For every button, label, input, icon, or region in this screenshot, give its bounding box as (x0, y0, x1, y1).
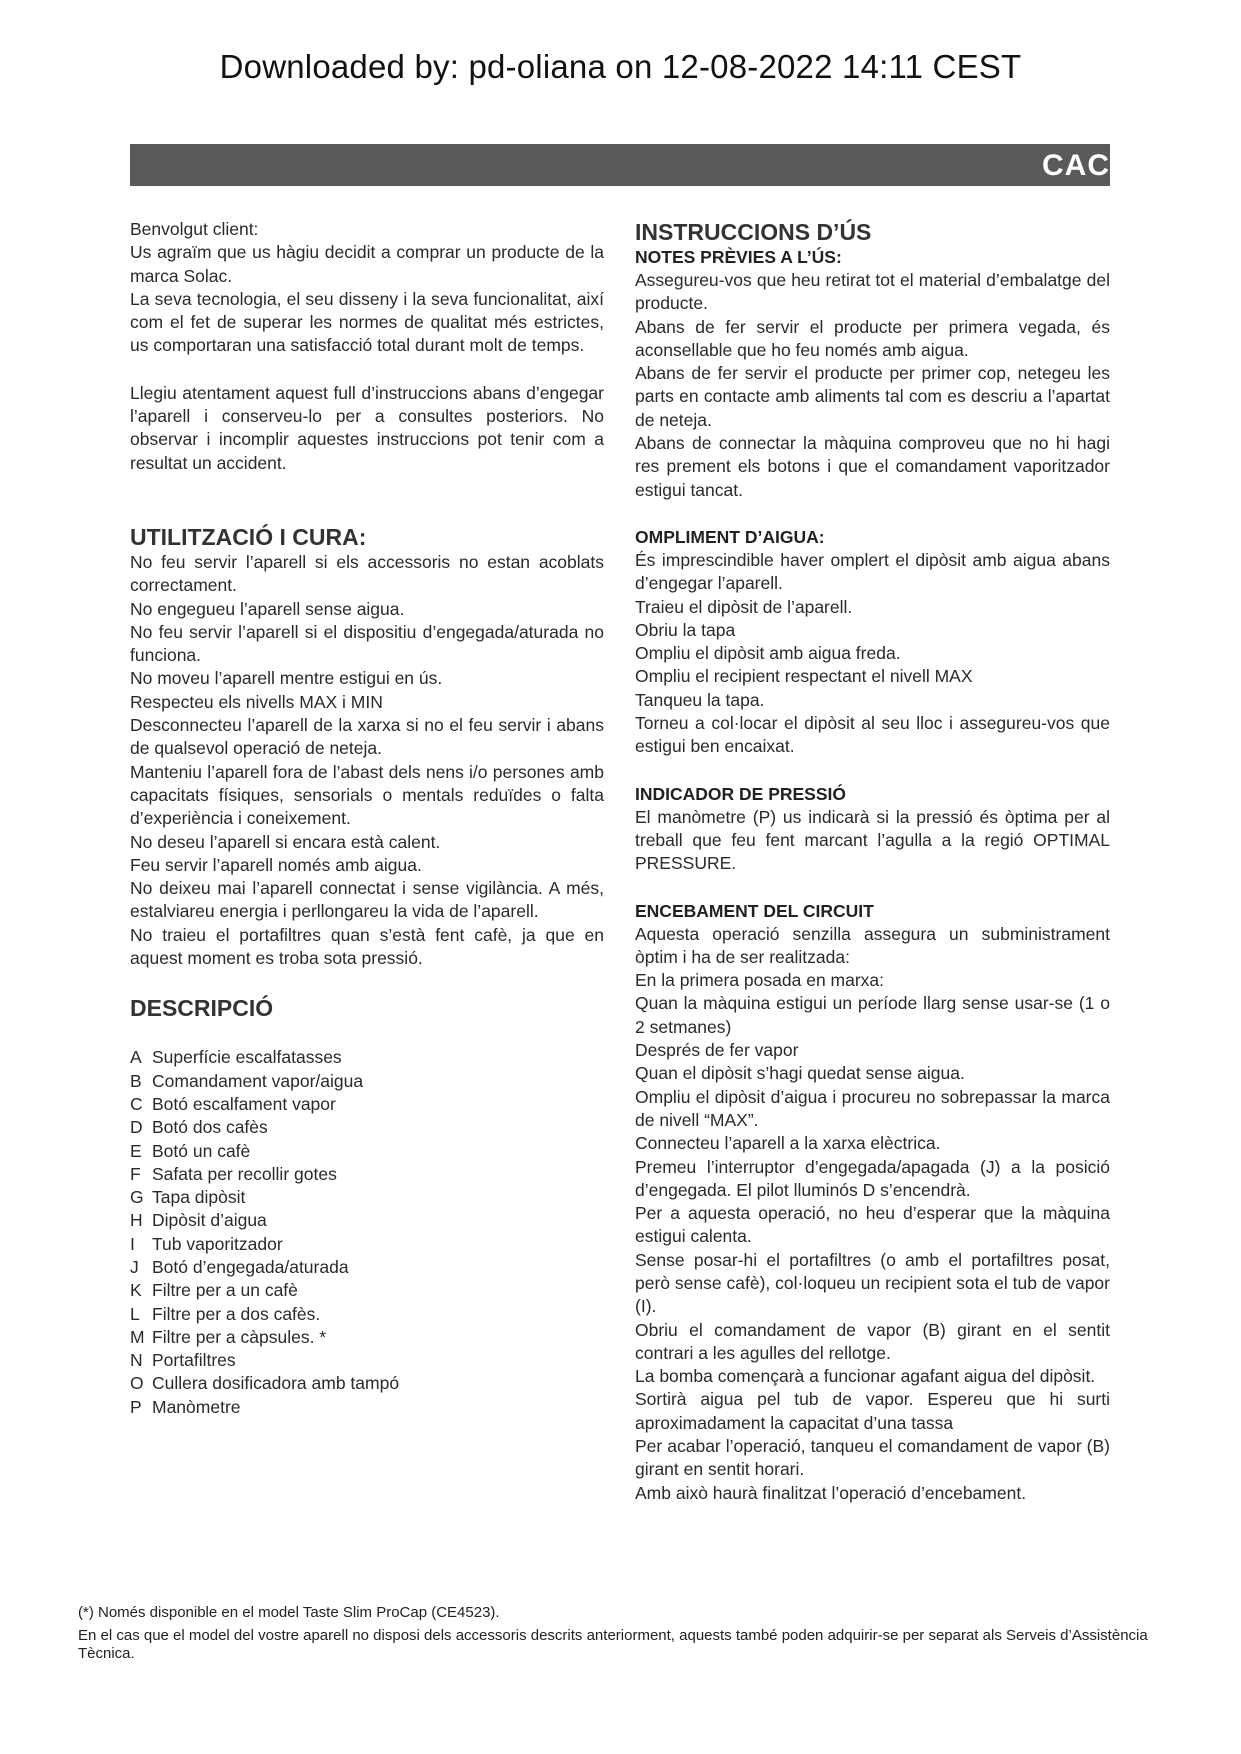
priming-item: Quan el dipòsit s’hagi quedat sense aigua. (635, 1063, 965, 1084)
download-watermark: Downloaded by: pd-oliana on 12-08-2022 14:11 CEST (219, 48, 1022, 85)
water-item: Torneu a col·locar el dipòsit al seu lloc i assegureu-vos que estigui ben encaixat. (635, 713, 1110, 757)
part-item (130, 1093, 604, 1116)
part-letter: A (130, 1047, 142, 1068)
priming-item: Connecteu l’aparell a la xarxa elèctrica. (635, 1133, 941, 1154)
water-item: Traieu el dipòsit de l’aparell. (635, 596, 853, 617)
pressure-subtitle: INDICADOR DE PRESSIÓ (635, 783, 846, 804)
intro-paragraph: Llegiu atentament aquest full d’instruccions abans d’engegar l’aparell i conserveu-lo per a consultes posteriors. No observar i incomplir aquestes instruccions pot tenir com a resultat un accident. (130, 382, 604, 473)
part-name: Filtre per a un cafè (152, 1280, 298, 1301)
care-item: No deixeu mai l’aparell connectat i sense vigilància. A més, estalviareu energia i perllongareu la vida de l’aparell. (130, 878, 604, 922)
care-section-title: UTILITZACIÓ I CURA: (130, 523, 367, 550)
part-letter: J (130, 1256, 139, 1277)
care-item: No feu servir l’aparell si el dispositiu d’engegada/aturada no funciona. (130, 621, 604, 666)
care-item: Manteniu l’aparell fora de l’abast dels nens i/o persones amb capacitats físiques, sensorials o mentals reduïdes o falta d’experiència i coneixement. (130, 761, 604, 829)
right-column (635, 218, 1110, 1505)
part-item (130, 1303, 604, 1326)
notes-item: Abans de fer servir el producte per primer cop, netegeu les parts en contacte amb aliments tal com es descriu a l’apartat de neteja. (635, 363, 1110, 430)
part-letter: P (130, 1396, 142, 1417)
part-letter: L (130, 1303, 140, 1324)
water-item: Ompliu el recipient respectant el nivell MAX (635, 666, 973, 687)
part-letter: O (130, 1373, 144, 1394)
left-column (130, 218, 604, 1419)
notes-item: Abans de fer servir el producte per primera vegada, és aconsellable que ho feu només amb aigua. (635, 316, 1110, 360)
part-name: Portafiltres (152, 1350, 236, 1371)
water-item: Tanqueu la tapa. (635, 689, 765, 710)
priming-subtitle: ENCEBAMENT DEL CIRCUIT (635, 900, 874, 921)
part-name: Filtre per a dos cafès. (152, 1303, 321, 1324)
care-item: No deseu l’aparell si encara està calent. (130, 831, 441, 852)
part-name: Dipòsit d’aigua (152, 1210, 267, 1231)
intro-paragraph: Us agraïm que us hàgiu decidit a comprar un producte de la marca Solac. (130, 242, 604, 286)
footnote-accessories: En el cas que el model del vostre aparell no disposi dels accessoris descrits anteriorment, aquests també poden adquirir-se per separat als Serveis d’Assistència Tècnica. (78, 1627, 1148, 1662)
part-name: Safata per recollir gotes (152, 1163, 337, 1184)
notes-item: Abans de connectar la màquina comproveu que no hi hagi res prement els botons i que el comandament vaporitzador estigui tancat. (635, 433, 1110, 500)
part-letter: E (130, 1140, 142, 1161)
priming-item: En la primera posada en marxa: (635, 970, 885, 991)
priming-item: Després de fer vapor (635, 1040, 799, 1061)
part-item (130, 1116, 604, 1139)
part-name: Cullera dosificadora amb tampó (152, 1373, 400, 1394)
part-name: Botó un cafè (152, 1140, 251, 1161)
part-letter: D (130, 1117, 143, 1138)
notes-item: Assegureu-vos que heu retirat tot el material d’embalatge del producte. (635, 270, 1110, 314)
part-name: Botó d’engegada/aturada (152, 1256, 349, 1277)
care-item: No traieu el portafiltres quan s’està fent cafè, ja que en aquest moment es troba sota pressió. (130, 924, 604, 969)
part-letter: B (130, 1070, 142, 1091)
priming-item: Aquesta operació senzilla assegura un subministrament òptim i ha de ser realitzada: (635, 923, 1110, 967)
priming-item: Amb això haurà finalitzat l’operació d’encebament. (635, 1482, 1027, 1503)
care-item: Desconnecteu l’aparell de la xarxa si no el feu servir i abans de qualsevol operació de neteja. (130, 715, 604, 759)
part-name: Filtre per a càpsules. * (152, 1326, 327, 1347)
water-item: Obriu la tapa (635, 619, 736, 640)
part-item (130, 1140, 604, 1163)
priming-item: Quan la màquina estigui un període llarg sense usar-se (1 o 2 setmanes) (635, 993, 1110, 1037)
part-letter: N (130, 1350, 143, 1371)
care-item: Respecteu els nivells MAX i MIN (130, 691, 383, 712)
part-item (130, 1233, 604, 1256)
part-letter: M (130, 1326, 145, 1347)
priming-item: Per a aquesta operació, no heu d’esperar que la màquina estigui calenta. (635, 1203, 1110, 1247)
part-item (130, 1372, 604, 1395)
part-letter: G (130, 1187, 144, 1208)
part-item (130, 1326, 604, 1349)
care-item: No engegueu l’aparell sense aigua. (130, 598, 405, 619)
part-name: Tub vaporitzador (152, 1233, 283, 1254)
part-letter: C (130, 1093, 143, 1114)
part-item (130, 1256, 604, 1279)
part-name: Comandament vapor/aigua (152, 1070, 364, 1091)
part-name: Superfície escalfatasses (152, 1047, 342, 1068)
water-item: És imprescindible haver omplert el dipòsit amb aigua abans d’engegar l’aparell. (635, 549, 1110, 594)
language-code: CAC (1042, 149, 1110, 182)
care-item: No moveu l’aparell mentre estigui en ús. (130, 668, 443, 689)
description-section-title: DESCRIPCIÓ (130, 995, 274, 1022)
care-item: Feu servir l’aparell només amb aigua. (130, 854, 422, 875)
greeting: Benvolgut client: (130, 219, 259, 239)
part-name: Botó dos cafès (152, 1117, 268, 1138)
part-name: Botó escalfament vapor (152, 1093, 336, 1114)
intro-paragraph: La seva tecnologia, el seu disseny i la seva funcionalitat, així com el fet de superar les normes de qualitat més estrictes, us comportaran una satisfacció total durant molt de temps. (130, 288, 604, 356)
priming-item: Sortirà aigua pel tub de vapor. Espereu que hi surti aproximadament la capacitat d’una tassa (635, 1389, 1110, 1433)
part-item (130, 1396, 604, 1419)
priming-item: Obriu el comandament de vapor (B) girant en el sentit contrari a les agulles del rellotge. (635, 1319, 1110, 1363)
part-letter: H (130, 1210, 143, 1231)
care-item: No feu servir l’aparell si els accessoris no estan acoblats correctament. (130, 551, 604, 596)
part-item (130, 1209, 604, 1232)
part-letter: I (130, 1233, 135, 1254)
priming-item: Ompliu el dipòsit d’aigua i procureu no sobrepassar la marca de nivell “MAX”. (635, 1086, 1110, 1130)
pressure-text: El manòmetre (P) us indicarà si la pressió és òptima per al treball que feu fent marcant l’agulla a la regió OPTIMAL PRESSURE. (635, 806, 1110, 874)
part-name: Tapa dipòsit (152, 1187, 246, 1208)
water-item: Ompliu el dipòsit amb aigua freda. (635, 643, 901, 664)
priming-item: Per acabar l’operació, tanqueu el comandament de vapor (B) girant en sentit horari. (635, 1436, 1110, 1480)
part-item (130, 1186, 604, 1209)
instructions-section-title: INSTRUCCIONS D’ÚS (635, 219, 872, 245)
part-letter: K (130, 1280, 142, 1301)
footer-notes (78, 1604, 1178, 1668)
notes-subtitle: NOTES PRÈVIES A L’ÚS: (635, 247, 842, 267)
part-item (130, 1046, 604, 1069)
part-item (130, 1349, 604, 1372)
part-letter: F (130, 1163, 141, 1184)
priming-item: Premeu l’interruptor d’engegada/apagada (J) a la posició d’engegada. El pilot lluminós D s’encendrà. (635, 1156, 1110, 1200)
parts-list (130, 1046, 604, 1419)
water-subtitle: OMPLIMENT D’AIGUA: (635, 526, 825, 547)
part-item (130, 1163, 604, 1186)
part-item (130, 1279, 604, 1302)
priming-item: La bomba començarà a funcionar agafant aigua del dipòsit. (635, 1366, 1096, 1387)
priming-item: Sense posar-hi el portafiltres (o amb el portafiltres posat, però sense cafè), col·loqueu un recipient sota el tub de vapor (I). (635, 1249, 1110, 1317)
language-header-bar (130, 144, 1110, 186)
part-item (130, 1070, 604, 1093)
footnote-model: (*) Només disponible en el model Taste Slim ProCap (CE4523). (78, 1604, 500, 1621)
part-name: Manòmetre (152, 1396, 241, 1417)
